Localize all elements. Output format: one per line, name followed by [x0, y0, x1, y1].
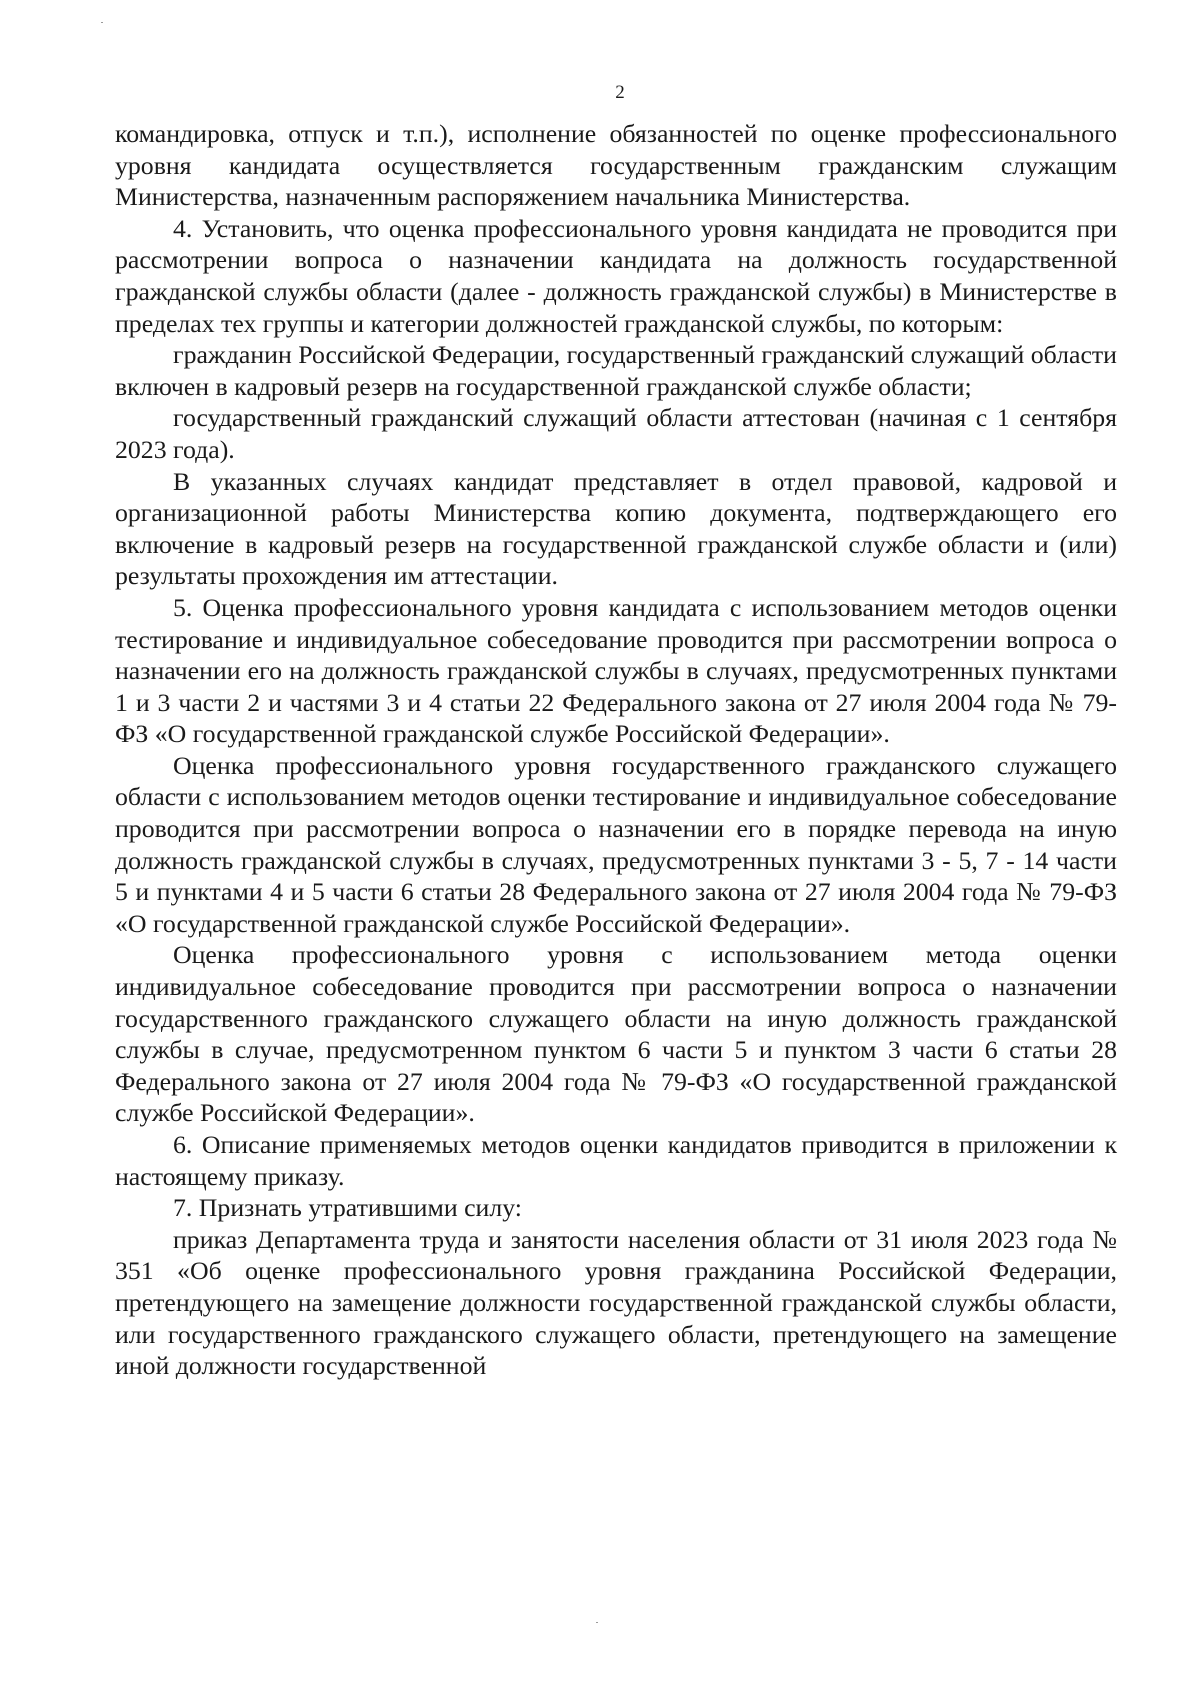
- paragraph-item-6: 6. Описание применяемых методов оценки кандидатов приводится в приложении к настоящему приказу.: [115, 1130, 1117, 1191]
- paragraph-item-5: 5. Оценка профессионального уровня кандидата с использованием методов оценки тестирование и индивидуальное собеседование проводится при рассмотрении вопроса о назначении его на должность гражданской службы в случаях, предусмотренных пунктами 1 и 3 части 2 и частями 3 и 4 статьи 22 Федерального закона от 27 июля 2004 года № 79-ФЗ «О государственной гражданской службе Российской Федерации».: [115, 592, 1117, 749]
- paragraph-interview-assessment: Оценка профессионального уровня с использованием метода оценки индивидуальное собеседование проводится при рассмотрении вопроса о назначении государственного гражданского служащего области на иную должность гражданской службы в случае, предусмотренном пунктом 6 части 5 и пунктом 3 части 6 статьи 28 Федерального закона от 27 июля 2004 года № 79-ФЗ «О государственной гражданской службе Российской Федерации».: [115, 940, 1117, 1128]
- paragraph-certified: государственный гражданский служащий области аттестован (начиная с 1 сентября 2023 года).: [115, 403, 1117, 464]
- paragraph-item-7: 7. Признать утратившими силу:: [173, 1193, 522, 1223]
- scan-speck: [101, 22, 103, 23]
- paragraph-transfer-assessment: Оценка профессионального уровня государственного гражданского служащего области с использованием методов оценки тестирование и индивидуальное собеседование проводится при рассмотрении вопроса о назначении его в порядке перевода на иную должность гражданской службы в случаях, предусмотренных пунктами 3 - 5, 7 - 14 части 5 и пунктами 4 и 5 части 6 статьи 28 Федерального закона от 27 июля 2004 года № 79-ФЗ «О государственной гражданской службе Российской Федерации».: [115, 750, 1117, 938]
- paragraph-continuation: командировка, отпуск и т.п.), исполнение обязанностей по оценке профессионального уровня кандидата осуществляется государственным гражданским служащим Министерства, назначенным распоряжением начальника Министерства.: [115, 119, 1117, 212]
- paragraph-item-4: 4. Установить, что оценка профессионального уровня кандидата не проводится при рассмотрении вопроса о назначении кандидата на должность государственной гражданской службы области (далее - должность гражданской службы) в Министерстве в пределах тех группы и категории должностей гражданской службы, по которым:: [115, 213, 1117, 338]
- paragraph-citizen-reserve: гражданин Российской Федерации, государственный гражданский служащий области включен в кадровый резерв на государственной гражданской службе области;: [115, 340, 1117, 401]
- paragraph-documents: В указанных случаях кандидат представляет в отдел правовой, кадровой и организационной работы Министерства копию документа, подтверждающего его включение в кадровый резерв на государственной гражданской службе области и (или) результаты прохождения им аттестации.: [115, 466, 1117, 591]
- page-number: 2: [615, 82, 625, 103]
- scan-speck: [596, 1622, 598, 1623]
- paragraph-repealed-order: приказ Департамента труда и занятости населения области от 31 июля 2023 года № 351 «Об оценке профессионального уровня гражданина Российской Федерации, претендующего на замещение должности государственной гражданской службы области, или государственного гражданского служащего области, претендующего на замещение иной должности государственной: [115, 1224, 1117, 1381]
- document-body: [115, 118, 1117, 1382]
